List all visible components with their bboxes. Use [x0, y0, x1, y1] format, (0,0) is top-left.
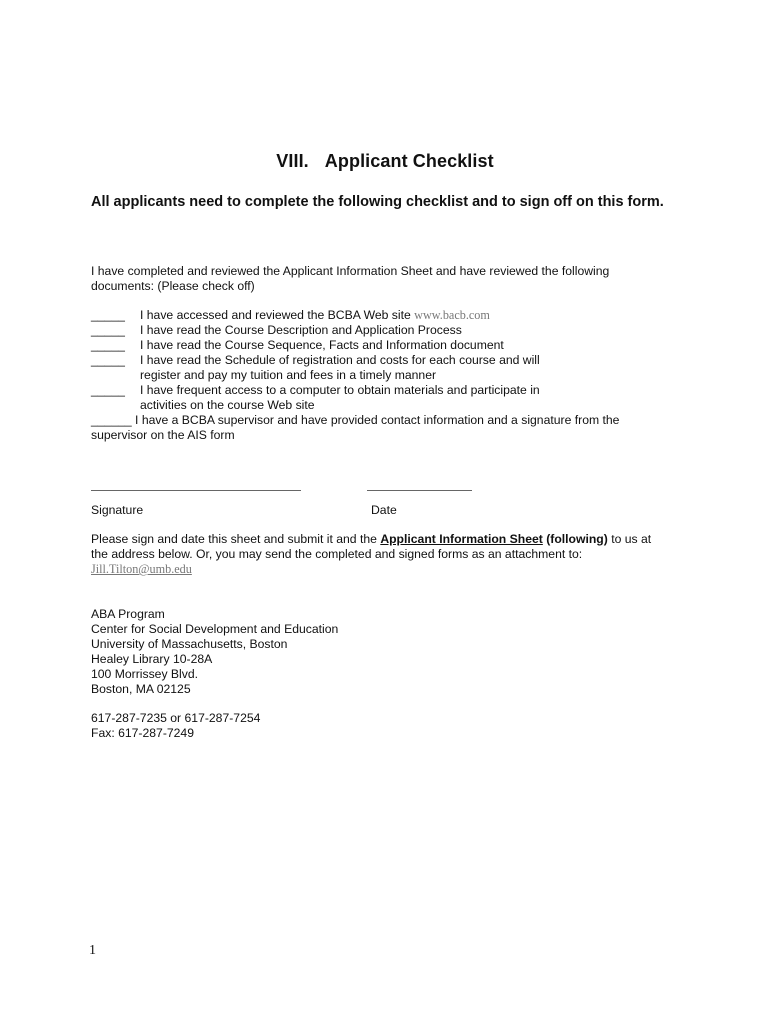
submit-instructions	[91, 532, 691, 577]
phone-numbers: 617-287-7235 or 617-287-7254	[91, 711, 261, 725]
following-note: (following)	[542, 532, 608, 546]
email-link[interactable]: Jill.Tilton@umb.edu	[91, 562, 192, 576]
submit-text: Please sign and date this sheet and submit it and the	[91, 532, 381, 546]
check-blank[interactable]: _____	[91, 338, 125, 352]
date-line[interactable]	[367, 490, 472, 492]
checklist-item-text-cont: activities on the course Web site	[140, 398, 315, 412]
checklist-item-text: I have accessed and reviewed the BCBA Web site	[140, 308, 415, 322]
address-line: Boston, MA 02125	[91, 682, 191, 696]
checklist-item	[91, 353, 671, 383]
page-number: 1	[89, 943, 96, 958]
signature-label: Signature	[91, 503, 144, 517]
section-title	[0, 151, 770, 172]
checklist-item-text: I have read the Course Description and Application Process	[140, 323, 462, 337]
intro-paragraph	[91, 264, 681, 294]
contact-numbers	[91, 711, 260, 741]
intro-line-1: I have completed and reviewed the Applicant Information Sheet and have reviewed the following	[91, 264, 610, 278]
checklist-item-text: I have a BCBA supervisor and have provided contact information and a signature from the	[131, 413, 620, 427]
date-label: Date	[371, 503, 397, 517]
check-blank[interactable]: _____	[91, 323, 125, 337]
intro-instruction: All applicants need to complete the following checklist and to sign off on this form.	[91, 194, 664, 210]
check-blank[interactable]: _____	[91, 308, 125, 322]
address-line: Healey Library 10-28A	[91, 652, 213, 666]
checklist-item	[91, 323, 671, 338]
checklist-item-text: I have read the Schedule of registration and costs for each course and will	[140, 353, 540, 367]
section-heading: Applicant Checklist	[324, 151, 494, 171]
fax-number: Fax: 617-287-7249	[91, 726, 194, 740]
address-line: 100 Morrissey Blvd.	[91, 667, 199, 681]
checklist-item-text-cont: supervisor on the AIS form	[91, 428, 235, 442]
address-line: University of Massachusetts, Boston	[91, 637, 288, 651]
checklist-item-text: I have frequent access to a computer to obtain materials and participate in	[140, 383, 540, 397]
checklist-item-text-cont: register and pay my tuition and fees in a timely manner	[140, 368, 437, 382]
checklist-item-text: I have read the Course Sequence, Facts and Information document	[140, 338, 504, 352]
bacb-website-link[interactable]: www.bacb.com	[414, 308, 490, 322]
section-number: VIII.	[276, 151, 309, 171]
check-blank[interactable]: _____	[91, 383, 125, 397]
checklist-item	[91, 308, 671, 323]
check-blank[interactable]: ______	[91, 413, 132, 427]
check-blank[interactable]: _____	[91, 353, 125, 367]
submit-line-2: the address below. Or, you may send the completed and signed forms as an attachment to:	[91, 547, 583, 561]
checklist-item	[91, 338, 671, 353]
checklist-item-supervisor	[91, 413, 671, 443]
address-line: ABA Program	[91, 607, 165, 621]
intro-line-2: documents: (Please check off)	[91, 279, 255, 293]
checklist	[91, 308, 671, 443]
address-line: Center for Social Development and Education	[91, 622, 339, 636]
submit-text-end: to us at	[607, 532, 652, 546]
mailing-address	[91, 607, 338, 697]
applicant-info-sheet-ref: Applicant Information Sheet	[380, 532, 543, 546]
checklist-item	[91, 383, 671, 413]
signature-line[interactable]	[91, 490, 301, 492]
